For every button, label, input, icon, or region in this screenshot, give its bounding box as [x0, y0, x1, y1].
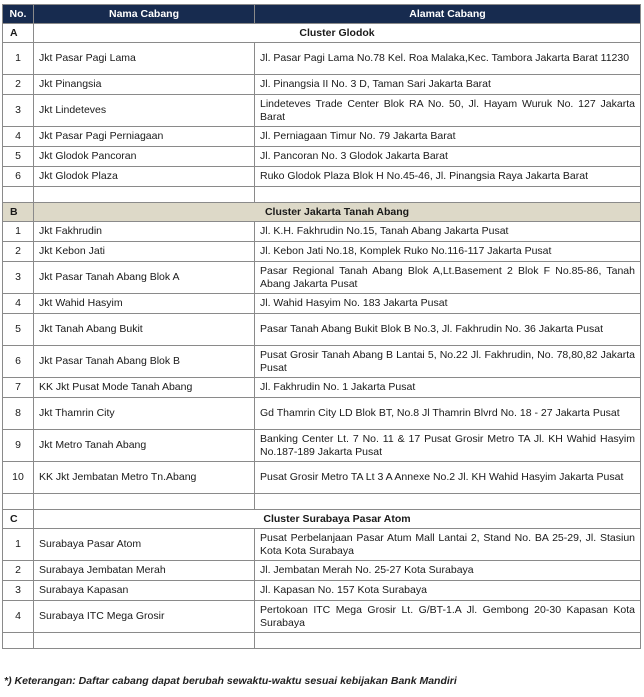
branch-name: Jkt Metro Tanah Abang [34, 430, 255, 462]
table-row [3, 127, 641, 147]
header-branch-name: Nama Cabang [34, 5, 255, 24]
row-no: 3 [3, 581, 34, 601]
branch-name: Jkt Glodok Plaza [34, 167, 255, 187]
branch-address: Ruko Glodok Plaza Blok H No.45-46, Jl. Pinangsia Raya Jakarta Barat [255, 167, 641, 187]
spacer-row [3, 633, 641, 649]
branch-address: Pertokoan ITC Mega Grosir Lt. G/BT-1.A Jl. Gembong 20-30 Kapasan Kota Surabaya [255, 601, 641, 633]
row-no: 6 [3, 167, 34, 187]
branch-address: Lindeteves Trade Center Blok RA No. 50, Jl. Hayam Wuruk No. 127 Jakarta Barat [255, 95, 641, 127]
cluster-letter: C [3, 510, 34, 529]
branch-address: Jl. Kapasan No. 157 Kota Surabaya [255, 581, 641, 601]
branch-name: KK Jkt Pusat Mode Tanah Abang [34, 378, 255, 398]
cluster-letter: A [3, 24, 34, 43]
branch-name: Jkt Pasar Pagi Lama [34, 43, 255, 75]
spacer-row [3, 494, 641, 510]
branch-address: Pusat Grosir Metro TA Lt 3 A Annexe No.2 Jl. KH Wahid Hasyim Jakarta Pusat [255, 462, 641, 494]
cluster-row [3, 24, 641, 43]
branch-name: KK Jkt Jembatan Metro Tn.Abang [34, 462, 255, 494]
table-row [3, 242, 641, 262]
table-header-row [3, 5, 641, 24]
table-row [3, 346, 641, 378]
row-no: 2 [3, 75, 34, 95]
branch-address: Banking Center Lt. 7 No. 11 & 17 Pusat Grosir Metro TA Jl. KH Wahid Hasyim No.187-189 Jakarta Pusat [255, 430, 641, 462]
branch-name: Surabaya Kapasan [34, 581, 255, 601]
row-no: 3 [3, 95, 34, 127]
cluster-row [3, 203, 641, 222]
branch-address: Pasar Regional Tanah Abang Blok A,Lt.Basement 2 Blok F No.85-86, Tanah Abang Jakarta Pusat [255, 262, 641, 294]
branch-name: Jkt Wahid Hasyim [34, 294, 255, 314]
row-no: 1 [3, 43, 34, 75]
table-row [3, 581, 641, 601]
cluster-title: Cluster Glodok [34, 24, 641, 43]
row-no: 4 [3, 294, 34, 314]
table-row [3, 43, 641, 75]
table-row [3, 147, 641, 167]
spacer-row [3, 187, 641, 203]
table-row [3, 430, 641, 462]
row-no: 1 [3, 529, 34, 561]
branch-address: Jl. Kebon Jati No.18, Komplek Ruko No.116-117 Jakarta Pusat [255, 242, 641, 262]
table-row [3, 561, 641, 581]
header-no: No. [3, 5, 34, 24]
row-no: 5 [3, 314, 34, 346]
table-row [3, 529, 641, 561]
branch-address: Jl. Pasar Pagi Lama No.78 Kel. Roa Malaka,Kec. Tambora Jakarta Barat 11230 [255, 43, 641, 75]
row-no: 2 [3, 561, 34, 581]
branch-address: Jl. Fakhrudin No. 1 Jakarta Pusat [255, 378, 641, 398]
row-no: 10 [3, 462, 34, 494]
row-no: 5 [3, 147, 34, 167]
branch-address: Gd Thamrin City LD Blok BT, No.8 Jl Thamrin Blvrd No. 18 - 27 Jakarta Pusat [255, 398, 641, 430]
branch-name: Jkt Pasar Tanah Abang Blok B [34, 346, 255, 378]
table-row [3, 222, 641, 242]
branch-name: Jkt Pinangsia [34, 75, 255, 95]
branch-address: Pusat Grosir Tanah Abang B Lantai 5, No.22 Jl. Fakhrudin, No. 78,80,82 Jakarta Pusat [255, 346, 641, 378]
table-row [3, 294, 641, 314]
branch-address: Jl. Perniagaan Timur No. 79 Jakarta Barat [255, 127, 641, 147]
row-no: 7 [3, 378, 34, 398]
cluster-row [3, 510, 641, 529]
cluster-letter: B [3, 203, 34, 222]
branch-name: Jkt Kebon Jati [34, 242, 255, 262]
branch-address: Pasar Tanah Abang Bukit Blok B No.3, Jl. Fakhrudin No. 36 Jakarta Pusat [255, 314, 641, 346]
table-row [3, 398, 641, 430]
table-row [3, 95, 641, 127]
branch-name: Jkt Glodok Pancoran [34, 147, 255, 167]
branch-address: Jl. Pinangsia II No. 3 D, Taman Sari Jakarta Barat [255, 75, 641, 95]
table-row [3, 601, 641, 633]
branch-name: Jkt Pasar Pagi Perniagaan [34, 127, 255, 147]
table-row [3, 262, 641, 294]
branch-name: Surabaya Jembatan Merah [34, 561, 255, 581]
table-row [3, 167, 641, 187]
branch-address: Jl. K.H. Fakhrudin No.15, Tanah Abang Jakarta Pusat [255, 222, 641, 242]
branch-name: Jkt Fakhrudin [34, 222, 255, 242]
branch-name: Jkt Thamrin City [34, 398, 255, 430]
branch-table [2, 4, 641, 649]
row-no: 1 [3, 222, 34, 242]
cluster-title: Cluster Surabaya Pasar Atom [34, 510, 641, 529]
branch-name: Surabaya ITC Mega Grosir [34, 601, 255, 633]
header-branch-address: Alamat Cabang [255, 5, 641, 24]
branch-address: Pusat Perbelanjaan Pasar Atum Mall Lantai 2, Stand No. BA 25-29, Jl. Stasiun Kota Kota Surabaya [255, 529, 641, 561]
footnote: *) Keterangan: Daftar cabang dapat berubah sewaktu-waktu sesuai kebijakan Bank Mandiri [4, 675, 457, 687]
row-no: 9 [3, 430, 34, 462]
row-no: 2 [3, 242, 34, 262]
row-no: 4 [3, 127, 34, 147]
row-no: 3 [3, 262, 34, 294]
table-row [3, 314, 641, 346]
cluster-title: Cluster Jakarta Tanah Abang [34, 203, 641, 222]
branch-address: Jl. Jembatan Merah No. 25-27 Kota Surabaya [255, 561, 641, 581]
branch-address: Jl. Pancoran No. 3 Glodok Jakarta Barat [255, 147, 641, 167]
row-no: 8 [3, 398, 34, 430]
branch-name: Jkt Pasar Tanah Abang Blok A [34, 262, 255, 294]
row-no: 4 [3, 601, 34, 633]
table-row [3, 462, 641, 494]
branch-name: Surabaya Pasar Atom [34, 529, 255, 561]
row-no: 6 [3, 346, 34, 378]
branch-address: Jl. Wahid Hasyim No. 183 Jakarta Pusat [255, 294, 641, 314]
table-row [3, 75, 641, 95]
branch-name: Jkt Lindeteves [34, 95, 255, 127]
table-row [3, 378, 641, 398]
branch-name: Jkt Tanah Abang Bukit [34, 314, 255, 346]
